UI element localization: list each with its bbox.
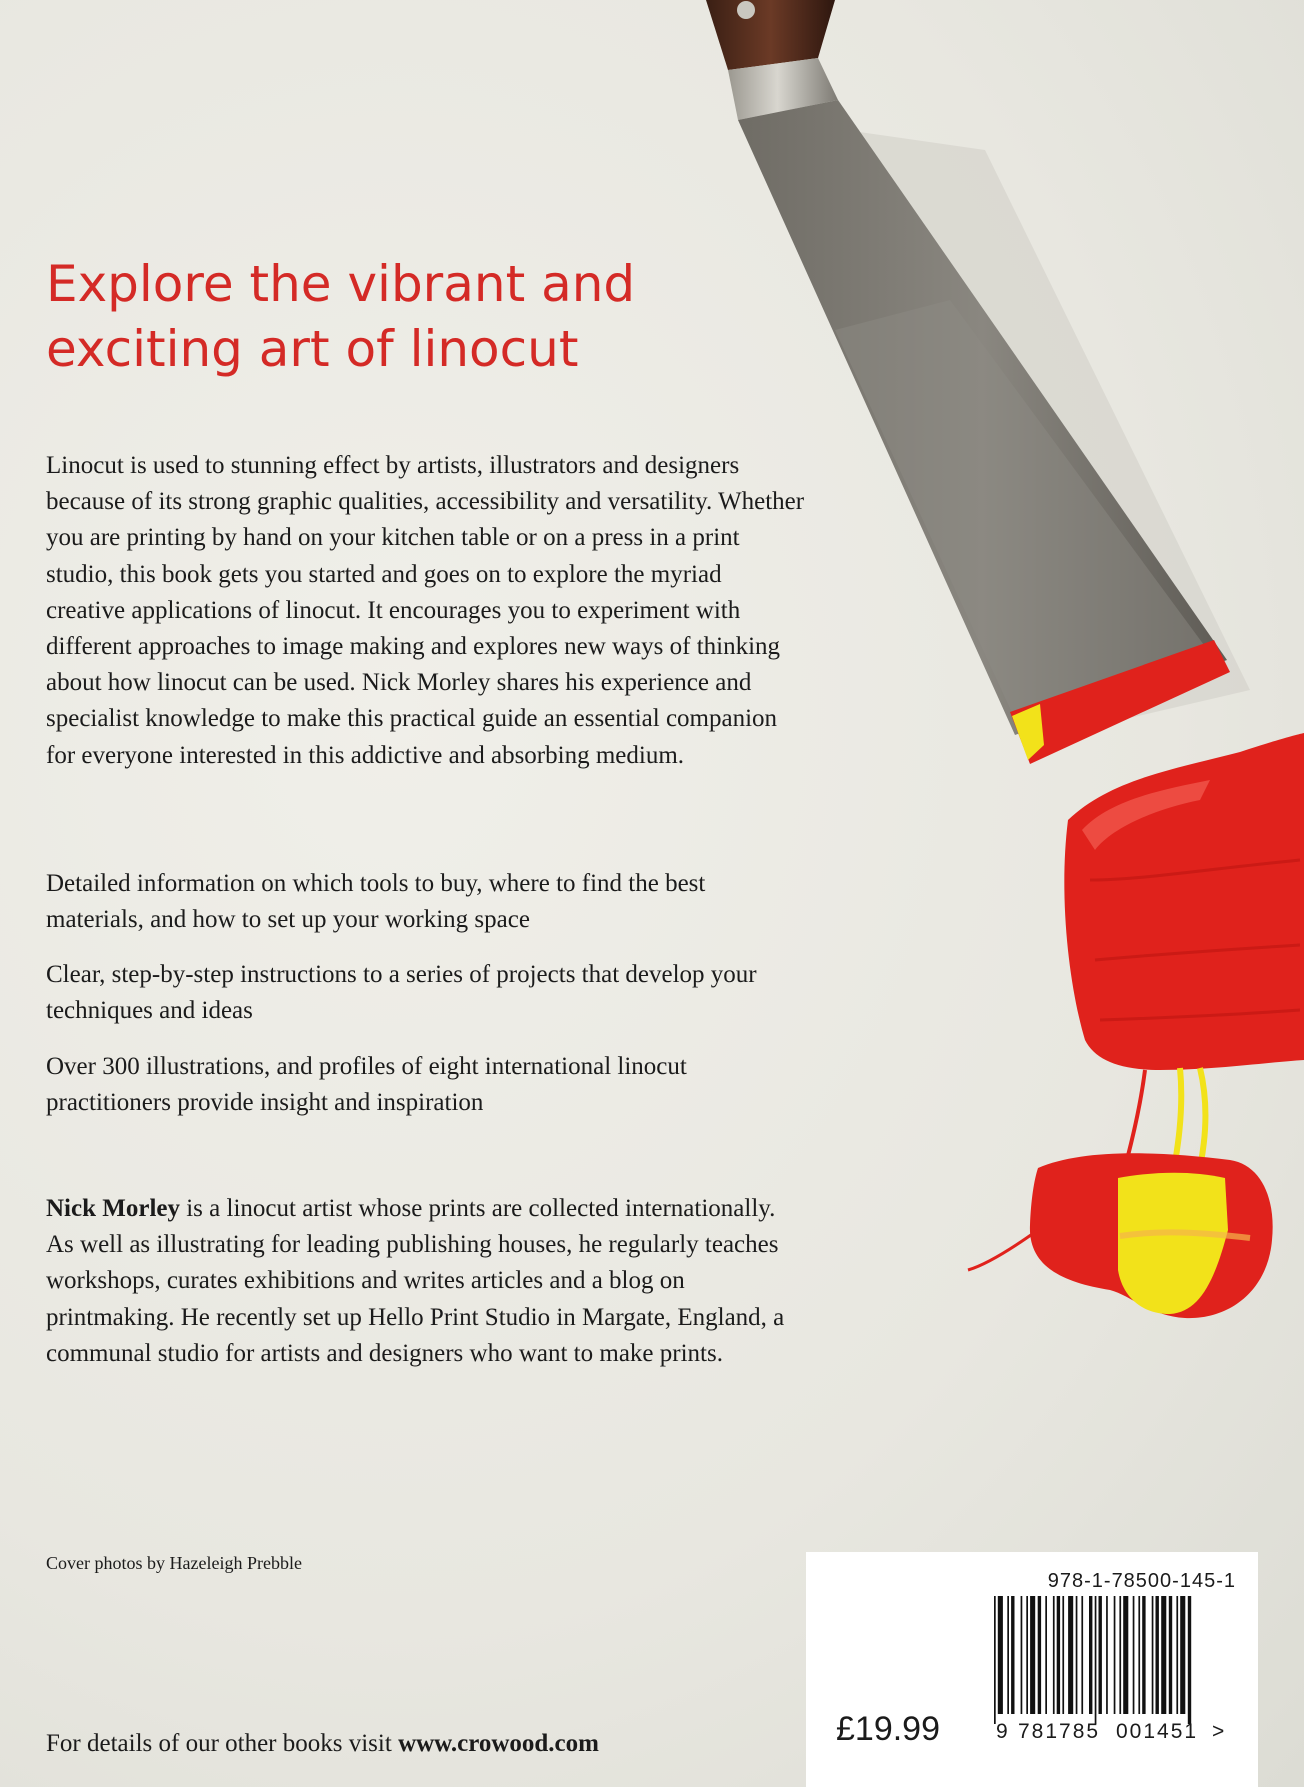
barcode-bar xyxy=(998,1596,1003,1714)
barcode-arrow: > xyxy=(1212,1720,1225,1743)
barcode-bar xyxy=(1123,1596,1128,1714)
barcode-bar xyxy=(1106,1596,1108,1714)
footer-note xyxy=(46,1727,599,1761)
cover-headline xyxy=(46,252,766,382)
barcode-bar xyxy=(1011,1596,1014,1714)
handle-rivet xyxy=(737,1,755,19)
barcode-bar xyxy=(1007,1596,1009,1714)
author-bio-text: is a linocut artist whose prints are collected internationally. As well as illustrating for leading publishing houses, he regularly teaches workshops, curates exhibitions and writes articles and a blog on printmaking. He recently set up Hello Print Studio in Margate, England, a communal studio for artists and designers who want to make prints. xyxy=(46,1195,785,1367)
barcode-bar xyxy=(1081,1596,1083,1714)
barcode-bar xyxy=(1188,1596,1191,1724)
intro-paragraph: Linocut is used to stunning effect by artists, illustrators and designers because of its strong graphic qualities, accessibility and versatility. Whether you are printing by hand on your kitchen table or on a press in a print studio, this book gets you started and goes on to explore the myriad creative applications of linocut. It encourages you to experiment with different approaches to image making and explores new ways of thinking about how linocut can be used. Nick Morley shares his experience and specialist knowledge to make this practical guide an essential companion for everyone interested in this addictive and absorbing medium. xyxy=(46,452,805,769)
barcode-bar xyxy=(1053,1596,1055,1714)
barcode-bar xyxy=(1161,1596,1166,1714)
barcode-bar xyxy=(1076,1596,1078,1714)
feature-tools: Detailed information on which tools to buy, where to find the best materials, and how to set up your working space xyxy=(46,870,706,934)
isbn-number: 978-1-78500-145-1 xyxy=(1047,1570,1236,1592)
barcode-bar xyxy=(1099,1596,1102,1714)
barcode-bar xyxy=(1180,1596,1185,1714)
barcode-bar xyxy=(1176,1596,1178,1714)
barcode-bar xyxy=(1021,1596,1023,1714)
headline-line-1: Explore the vibrant and xyxy=(46,255,636,313)
feature-projects: Clear, step-by-step instructions to a series of projects that develop your techniques and ideas xyxy=(46,961,757,1025)
feature-illustrations: Over 300 illustrations, and profiles of eight international linocut practitioners provide insight and inspiration xyxy=(46,1053,687,1117)
barcode-bar xyxy=(1133,1596,1135,1714)
barcode-digits xyxy=(996,1720,1236,1750)
barcode-bar xyxy=(994,1596,996,1724)
barcode-bar xyxy=(1119,1596,1121,1714)
barcode-bar xyxy=(1068,1596,1073,1714)
barcode-bar xyxy=(1030,1596,1035,1714)
barcode-first-digit: 9 xyxy=(996,1720,1008,1743)
author-name: Nick Morley xyxy=(46,1195,180,1222)
barcode-bar xyxy=(1026,1596,1028,1714)
price-label: £19.99 xyxy=(836,1710,940,1748)
barcode-left-digits: 781785 xyxy=(1018,1720,1101,1743)
barcode-bar xyxy=(1142,1596,1145,1714)
photo-credit: Cover photos by Hazeleigh Prebble xyxy=(46,1553,302,1573)
publisher-website-link[interactable]: www.crowood.com xyxy=(398,1730,599,1757)
author-bio xyxy=(46,1191,806,1372)
barcode-bar xyxy=(1152,1596,1154,1714)
headline-line-2: exciting art of linocut xyxy=(46,320,579,378)
barcode-bars xyxy=(806,1552,1258,1787)
barcode-right-digits: 001451 xyxy=(1116,1720,1199,1743)
barcode-bar xyxy=(1045,1596,1047,1714)
barcode-bar xyxy=(1038,1596,1041,1714)
barcode-bar xyxy=(1089,1596,1092,1714)
barcode-bar xyxy=(1156,1596,1159,1714)
footer-text: For details of our other books visit xyxy=(46,1730,399,1757)
barcode-bar xyxy=(1095,1596,1097,1724)
barcode-panel xyxy=(806,1552,1258,1787)
barcode-bar xyxy=(1114,1596,1116,1714)
barcode-bar xyxy=(1138,1596,1140,1714)
red-paint-splatter xyxy=(968,1230,1038,1270)
barcode-bar xyxy=(1062,1596,1064,1714)
barcode-bar xyxy=(1169,1596,1172,1714)
barcode-bar xyxy=(1057,1596,1060,1714)
